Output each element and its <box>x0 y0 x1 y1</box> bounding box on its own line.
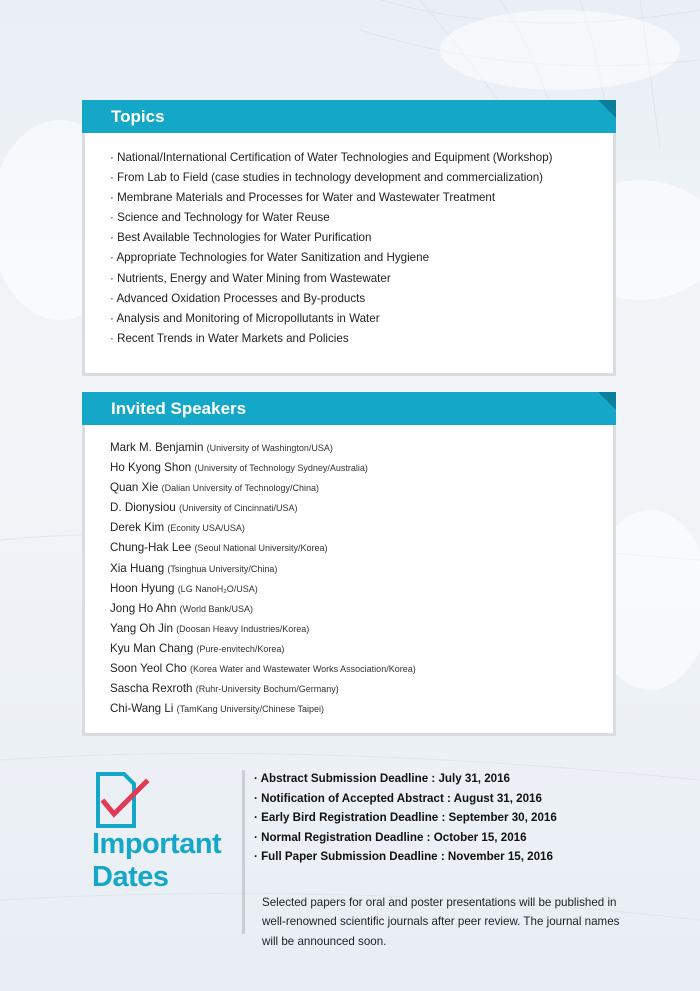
title-line-1: Important <box>92 828 222 860</box>
speaker-affiliation: (University of Cincinnati/USA) <box>178 503 298 514</box>
speaker-affiliation: (LG NanoH₂O/USA) <box>177 583 258 594</box>
speakers-title: Invited Speakers <box>111 399 247 418</box>
speaker-affiliation: (Econity USA/USA) <box>167 523 245 534</box>
topics-section <box>82 100 616 376</box>
checklist-icon <box>94 768 150 830</box>
speaker-item <box>110 478 613 498</box>
speaker-item <box>110 498 613 518</box>
speaker-name: Chi-Wang Li <box>110 702 174 716</box>
important-dates-section <box>82 760 620 948</box>
speaker-name: Yang Oh Jin <box>110 621 173 635</box>
speaker-item <box>110 699 613 719</box>
speaker-name: Kyu Man Chang <box>110 641 194 655</box>
speaker-item <box>110 458 613 478</box>
topic-item: · Analysis and Monitoring of Micropollutants in Water <box>110 311 380 325</box>
date-item: · Normal Registration Deadline : October 15, 2016 <box>254 830 527 844</box>
speaker-name: Sascha Rexroth <box>110 682 193 696</box>
speaker-item <box>110 559 613 579</box>
speaker-name: Xia Huang <box>110 561 165 575</box>
speaker-affiliation: (Doosan Heavy Industries/Korea) <box>176 623 310 634</box>
topic-item: · Science and Technology for Water Reuse <box>110 211 330 225</box>
topics-list <box>110 148 613 349</box>
speaker-item <box>110 599 613 619</box>
speaker-item <box>110 659 613 679</box>
date-item: · Notification of Accepted Abstract : August 31, 2016 <box>254 791 542 805</box>
header-corner-decoration <box>598 392 616 410</box>
speaker-affiliation: (Dalian University of Technology/China) <box>161 483 319 494</box>
speaker-item <box>110 579 613 599</box>
speaker-affiliation: (University of Technology Sydney/Australia) <box>194 463 368 474</box>
title-line-2: Dates <box>92 861 169 893</box>
speaker-name: Jong Ho Ahn <box>110 601 177 615</box>
speaker-item <box>110 518 613 538</box>
speaker-item <box>110 538 613 558</box>
date-item: · Full Paper Submission Deadline : November 15, 2016 <box>254 850 553 864</box>
speaker-affiliation: (University of Washington/USA) <box>206 443 333 453</box>
speaker-affiliation: (Seoul National University/Korea) <box>194 543 328 554</box>
speaker-affiliation: (Pure-envitech/Korea) <box>196 643 285 654</box>
date-item: · Abstract Submission Deadline : July 31, 2016 <box>254 772 511 785</box>
dates-list <box>254 769 557 867</box>
speaker-item <box>110 679 613 699</box>
topic-item: · National/International Certification of Water Technologies and Equipment (Workshop) <box>110 151 553 164</box>
topics-body <box>82 133 616 376</box>
topic-item: · Membrane Materials and Processes for Water and Wastewater Treatment <box>110 191 496 205</box>
topics-header <box>82 100 616 133</box>
invited-speakers-section <box>82 392 616 736</box>
speaker-item <box>110 438 613 458</box>
speaker-item <box>110 619 613 639</box>
topic-item: · Recent Trends in Water Markets and Policies <box>110 331 349 345</box>
speaker-affiliation: (World Bank/USA) <box>179 603 253 614</box>
speakers-body <box>82 425 616 736</box>
publication-note: Selected papers for oral and poster presentations will be published in well-renowned scientific journals after peer review. The journal names will be announced soon. <box>262 895 620 948</box>
topics-title: Topics <box>111 107 165 126</box>
header-corner-decoration <box>598 100 616 118</box>
speaker-name: Mark M. Benjamin <box>110 441 204 454</box>
topic-item: · Appropriate Technologies for Water Sanitization and Hygiene <box>110 251 430 265</box>
speaker-name: Ho Kyong Shon <box>110 461 192 475</box>
topic-item: · Best Available Technologies for Water Purification <box>110 231 372 245</box>
speaker-name: Derek Kim <box>110 521 165 535</box>
topic-item: · Advanced Oxidation Processes and By-products <box>110 291 366 305</box>
speaker-name: Chung-Hak Lee <box>110 541 192 555</box>
important-dates-title <box>92 828 221 894</box>
speaker-name: Soon Yeol Cho <box>110 662 187 676</box>
speaker-name: Hoon Hyung <box>110 581 175 595</box>
topic-item: · From Lab to Field (case studies in technology development and commercialization) <box>110 171 544 185</box>
speaker-affiliation: (Tsinghua University/China) <box>167 563 278 574</box>
speaker-affiliation: (Ruhr-University Bochum/Germany) <box>195 684 339 695</box>
speaker-name: Quan Xie <box>110 481 159 495</box>
speaker-name: D. Dionysiou <box>110 501 176 515</box>
speaker-item <box>110 639 613 659</box>
speaker-affiliation: (Korea Water and Wastewater Works Association/Korea) <box>189 664 416 675</box>
speakers-header <box>82 392 616 425</box>
speaker-affiliation: (TamKang University/Chinese Taipei) <box>176 704 324 715</box>
vertical-divider <box>242 770 245 934</box>
date-item: · Early Bird Registration Deadline : September 30, 2016 <box>254 811 557 825</box>
topic-item: · Nutrients, Energy and Water Mining from Wastewater <box>110 271 391 285</box>
